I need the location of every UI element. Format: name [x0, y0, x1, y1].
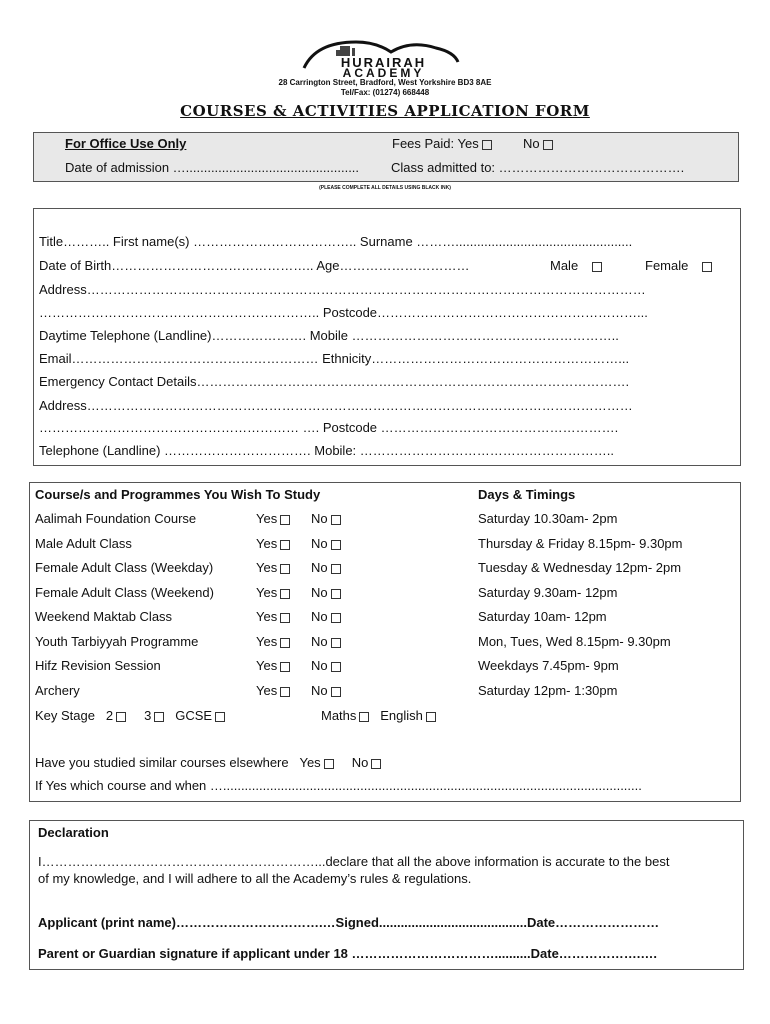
course-name: Hifz Revision Session — [35, 658, 161, 673]
course-timing: Saturday 10am- 12pm — [478, 609, 607, 624]
course-yes-checkbox[interactable] — [280, 540, 290, 550]
maths-checkbox[interactable] — [359, 712, 369, 722]
address-postcode-line[interactable]: ……………………………………………………….. Postcode……………………………………………………... — [39, 305, 648, 320]
subjects-row: Maths English — [321, 708, 436, 723]
course-yes-checkbox[interactable] — [280, 613, 290, 623]
course-timing: Weekdays 7.45pm- 9pm — [478, 658, 619, 673]
course-no-option: No — [311, 683, 341, 698]
previous-course-field[interactable]: If Yes which course and when ….................................................................................................................... — [35, 778, 642, 793]
office-use-heading: For Office Use Only — [65, 136, 187, 151]
fees-no-label: No — [523, 136, 553, 151]
gcse-checkbox[interactable] — [215, 712, 225, 722]
course-yes-option: Yes — [256, 683, 290, 698]
course-timing: Saturday 12pm- 1:30pm — [478, 683, 618, 698]
course-yes-option: Yes — [256, 560, 290, 575]
course-no-option: No — [311, 511, 341, 526]
emergency-postcode-field[interactable]: …………………………………………………… …. Postcode ………………………………………………. — [39, 420, 619, 435]
course-name: Male Adult Class — [35, 536, 132, 551]
fees-paid-label: Fees Paid: Yes — [392, 136, 492, 151]
course-yes-option: Yes — [256, 609, 290, 624]
course-no-checkbox[interactable] — [331, 613, 341, 623]
declaration-line-1[interactable]: I………………………………………………………...declare that all the above information is accurate to the best — [38, 854, 670, 869]
course-yes-checkbox[interactable] — [280, 638, 290, 648]
form-title: COURSES & ACTIVITIES APPLICATION FORM — [180, 102, 590, 120]
studied-elsewhere-row: Have you studied similar courses elsewhere Yes No — [35, 755, 381, 770]
black-ink-note: (PLEASE COMPLETE ALL DETAILS USING BLACK INK) — [319, 185, 451, 191]
emergency-telephone-field[interactable]: Telephone (Landline) ……………………………. Mobile: ………………………………………………….. — [39, 443, 615, 458]
course-name: Female Adult Class (Weekend) — [35, 585, 214, 600]
course-yes-checkbox[interactable] — [280, 564, 290, 574]
course-name: Archery — [35, 683, 80, 698]
dob-age-field[interactable]: Date of Birth……………………………………….. Age………………………… — [39, 258, 470, 273]
course-no-option: No — [311, 658, 341, 673]
course-no-checkbox[interactable] — [331, 589, 341, 599]
course-name: Aalimah Foundation Course — [35, 511, 197, 526]
email-ethnicity-field[interactable]: Email………………………………………………… Ethnicity…………………………………………………... — [39, 351, 630, 366]
female-option: Female — [645, 258, 712, 273]
course-name: Female Adult Class (Weekday) — [35, 560, 214, 575]
name-line-field[interactable]: Title……….. First name(s) ……………………………….. Surname ………................................................. — [39, 234, 633, 249]
ks2-checkbox[interactable] — [116, 712, 126, 722]
female-checkbox[interactable] — [702, 262, 712, 272]
course-no-option: No — [311, 560, 341, 575]
course-no-option: No — [311, 536, 341, 551]
fees-yes-checkbox[interactable] — [482, 140, 492, 150]
course-yes-option: Yes — [256, 585, 290, 600]
days-timings-heading: Days & Timings — [478, 487, 576, 502]
course-yes-option: Yes — [256, 658, 290, 673]
emergency-contact-field[interactable]: Emergency Contact Details………………………………………………………………………………………. — [39, 374, 630, 389]
course-yes-checkbox[interactable] — [280, 589, 290, 599]
key-stage-row: Key Stage 2 3 GCSE — [35, 708, 225, 723]
course-no-checkbox[interactable] — [331, 662, 341, 672]
course-yes-checkbox[interactable] — [280, 662, 290, 672]
course-no-checkbox[interactable] — [331, 564, 341, 574]
date-admission-field[interactable]: Date of admission …................................................ — [65, 160, 360, 175]
course-no-option: No — [311, 585, 341, 600]
class-admitted-field[interactable]: Class admitted to: ……………………………………. — [391, 160, 685, 175]
applicant-signature-line[interactable]: Applicant (print name)…………………………….…Signed.........................................Date…………………… — [38, 915, 660, 930]
studied-no-checkbox[interactable] — [371, 759, 381, 769]
english-checkbox[interactable] — [426, 712, 436, 722]
male-checkbox[interactable] — [592, 262, 602, 272]
studied-yes-checkbox[interactable] — [324, 759, 334, 769]
academy-address: 28 Carrington Street, Bradford, West Yorkshire BD3 8AE — [278, 78, 492, 87]
course-no-option: No — [311, 609, 341, 624]
course-no-checkbox[interactable] — [331, 515, 341, 525]
course-name: Weekend Maktab Class — [35, 609, 173, 624]
emergency-address-field[interactable]: Address……………………………………………………………………………………………………………… — [39, 398, 633, 413]
declaration-heading: Declaration — [38, 825, 109, 840]
course-no-checkbox[interactable] — [331, 540, 341, 550]
course-no-checkbox[interactable] — [331, 638, 341, 648]
fees-no-checkbox[interactable] — [543, 140, 553, 150]
courses-heading: Course/s and Programmes You Wish To Study — [35, 487, 321, 502]
course-timing: Thursday & Friday 8.15pm- 9.30pm — [478, 536, 683, 551]
logo-name-top: HURAIRAH — [340, 55, 427, 70]
academy-telfax: Tel/Fax: (01274) 668448 — [340, 88, 430, 97]
course-timing: Saturday 10.30am- 2pm — [478, 511, 618, 526]
course-yes-option: Yes — [256, 511, 290, 526]
logo-name-bottom: ACADEMY — [342, 66, 425, 80]
address-line-1[interactable]: Address………………………………………………………………………………………………………………… — [39, 282, 646, 297]
course-yes-checkbox[interactable] — [280, 515, 290, 525]
declaration-line-2: of my knowledge, and I will adhere to all the Academy’s rules & regulations. — [38, 871, 472, 886]
male-option: Male — [550, 258, 602, 273]
ks3-checkbox[interactable] — [154, 712, 164, 722]
course-name: Youth Tarbiyyah Programme — [35, 634, 199, 649]
course-timing: Mon, Tues, Wed 8.15pm- 9.30pm — [478, 634, 671, 649]
course-no-option: No — [311, 634, 341, 649]
course-yes-option: Yes — [256, 634, 290, 649]
guardian-signature-line[interactable]: Parent or Guardian signature if applicant under 18 ……………………………..........Date……………….…. — [38, 946, 658, 961]
course-yes-checkbox[interactable] — [280, 687, 290, 697]
telephone-mobile-field[interactable]: Daytime Telephone (Landline)…………………. Mobile …………………………………………………….. — [39, 328, 619, 343]
course-no-checkbox[interactable] — [331, 687, 341, 697]
course-yes-option: Yes — [256, 536, 290, 551]
course-timing: Saturday 9.30am- 12pm — [478, 585, 618, 600]
course-timing: Tuesday & Wednesday 12pm- 2pm — [478, 560, 682, 575]
